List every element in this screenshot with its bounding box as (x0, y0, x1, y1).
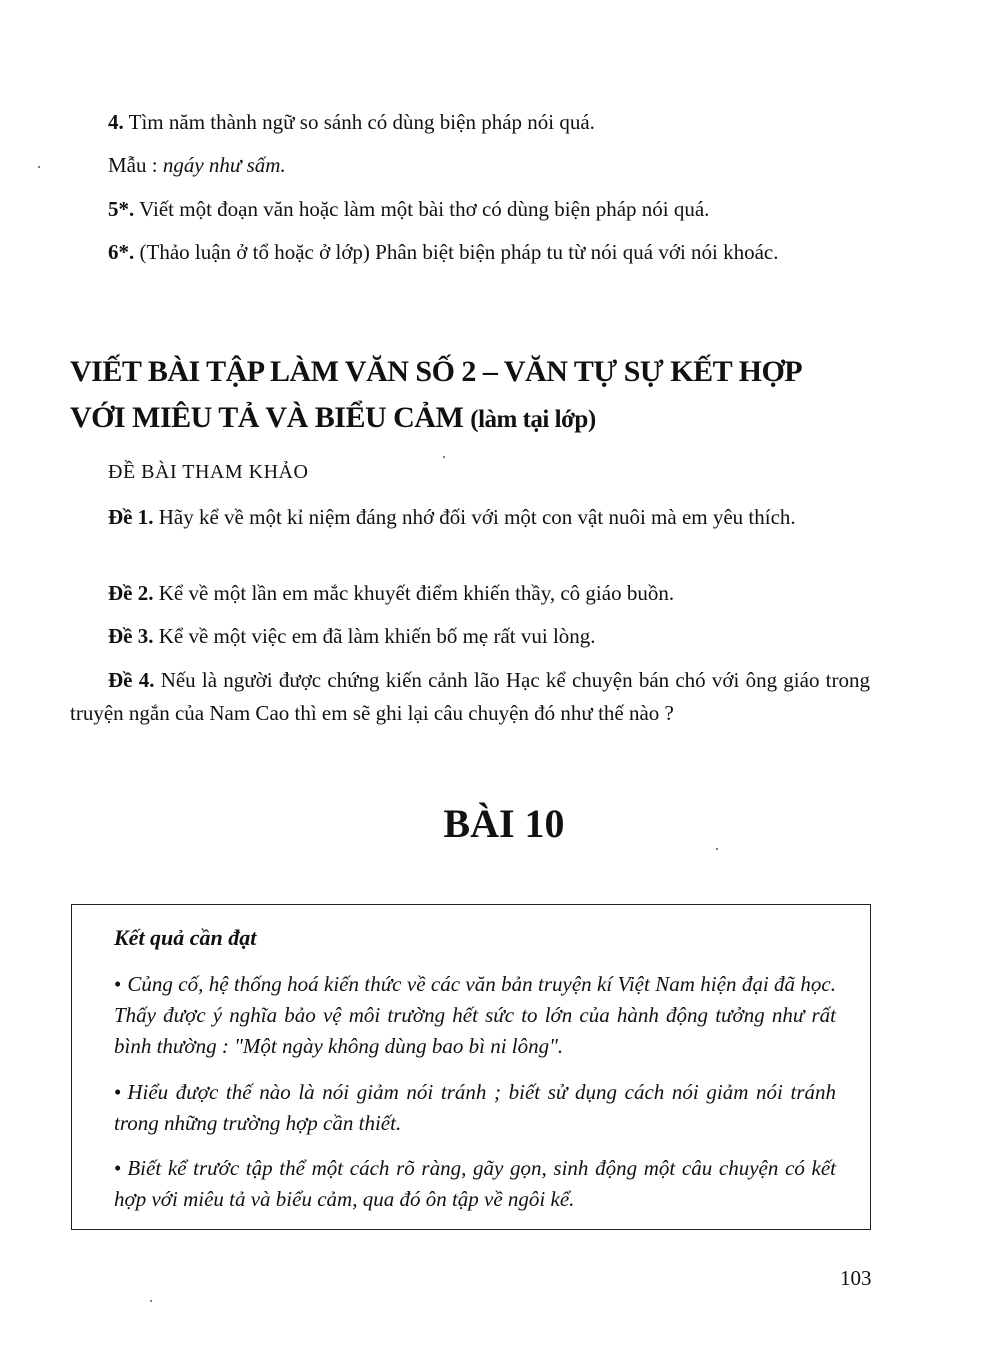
scan-speck (150, 1300, 152, 1302)
learning-goals-box (71, 904, 871, 1230)
exercise-number: 4. (108, 110, 124, 134)
topic-4 (70, 664, 870, 730)
exercise-5 (70, 193, 870, 226)
topic-1 (70, 501, 870, 534)
exercise-4 (70, 106, 870, 139)
topic-label: Đề 4. (108, 668, 155, 692)
section-title-text: VỚI MIÊU TẢ VÀ BIỂU CẢM (70, 401, 471, 434)
section-title-line1: VIẾT BÀI TẬP LÀM VĂN SỐ 2 – VĂN TỰ SỰ KẾT HỢP (70, 355, 803, 388)
bullet-icon: • (114, 1156, 122, 1180)
goal-item-2 (114, 1077, 836, 1139)
exercise-number: 6*. (108, 240, 135, 264)
topic-3 (70, 620, 870, 653)
exercise-6 (70, 236, 870, 269)
topic-label: Đề 3. (108, 624, 154, 648)
scan-speck (716, 848, 718, 850)
topic-text: Kể về một lần em mắc khuyết điểm khiến thầy, cô giáo buồn. (153, 581, 675, 605)
reference-topics-heading: ĐỀ BÀI THAM KHẢO (108, 461, 309, 483)
topic-label: Đề 2. (108, 581, 154, 605)
example-label: Mẫu : (108, 153, 163, 177)
exercise-text: Viết một đoạn văn hoặc làm một bài thơ có dùng biện pháp nói quá. (134, 197, 710, 221)
goal-text: Biết kể trước tập thể một cách rõ ràng, gãy gọn, sinh động một câu chuyện có kết hợp với miêu tả và biểu cảm, qua đó ôn tập về ngôi kể. (114, 1156, 836, 1211)
goals-heading: Kết quả cần đạt (114, 925, 257, 950)
goal-text: Củng cố, hệ thống hoá kiến thức về các văn bản truyện kí Việt Nam hiện đại đã học. Thấy được ý nghĩa bảo vệ môi trường hết sức to lớn của hành động tưởng như rất bình thường : "Một ngày không dùng bao bì ni lông". (114, 972, 836, 1058)
exercise-4-example (70, 149, 870, 182)
section-title-suffix: (làm tại lớp) (470, 406, 596, 433)
example-text: ngáy như sấm. (162, 153, 286, 177)
goal-item-3 (114, 1153, 836, 1215)
section-title-line2 (70, 394, 890, 444)
topic-text: Nếu là người được chứng kiến cảnh lão Hạc kể chuyện bán chó với ông giáo trong truyện ngắn của Nam Cao thì em sẽ ghi lại câu chuyện đó như thế nào ? (70, 668, 870, 725)
scan-speck (38, 166, 40, 168)
exercise-number: 5*. (108, 197, 135, 221)
topic-text: Hãy kể về một kỉ niệm đáng nhớ đối với một con vật nuôi mà em yêu thích. (153, 505, 796, 529)
bullet-icon: • (114, 1080, 122, 1104)
page-number: 103 (840, 1266, 872, 1290)
lesson-title: BÀI 10 (443, 801, 565, 846)
exercise-text: Tìm năm thành ngữ so sánh có dùng biện pháp nói quá. (123, 110, 595, 134)
topic-label: Đề 1. (108, 505, 154, 529)
goal-item-1 (114, 969, 836, 1062)
exercise-text: (Thảo luận ở tổ hoặc ở lớp) Phân biệt biện pháp tu từ nói quá với nói khoác. (134, 240, 779, 264)
goal-text: Hiểu được thế nào là nói giảm nói tránh ; biết sử dụng cách nói giảm nói tránh trong những trường hợp cần thiết. (114, 1080, 836, 1135)
scan-speck (443, 456, 445, 458)
topic-2 (70, 577, 870, 610)
topic-text: Kể về một việc em đã làm khiến bố mẹ rất vui lòng. (153, 624, 596, 648)
bullet-icon: • (114, 972, 122, 996)
